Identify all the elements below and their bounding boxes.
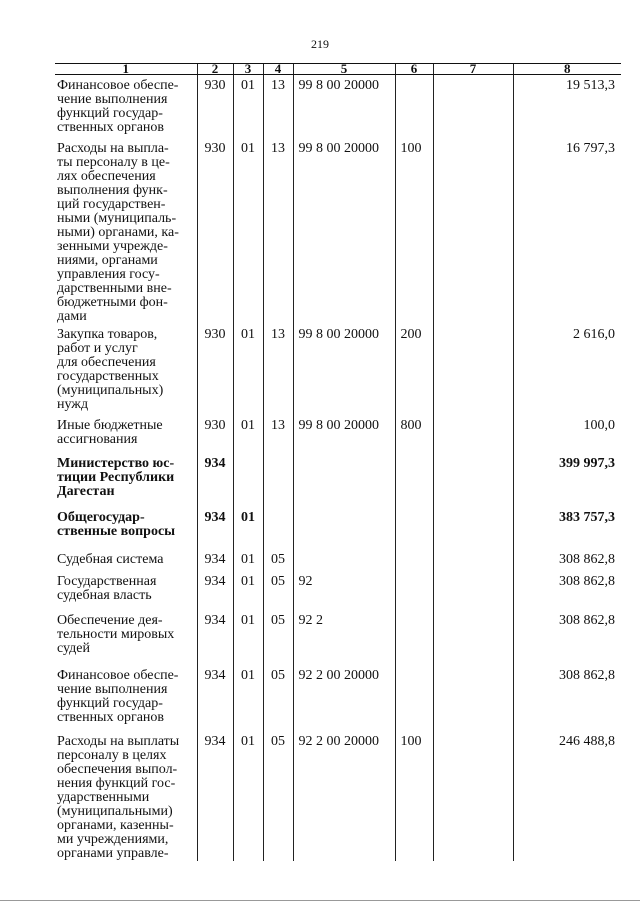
table-row <box>55 731 621 861</box>
table-row <box>55 549 621 571</box>
target-item-code-cell <box>293 549 395 571</box>
target-item-code-cell: 92 2 <box>293 610 395 665</box>
subsection-code-cell: 05 <box>263 731 293 861</box>
row-name-cell: Министерство юс- тиции Республики Дагестан <box>57 455 175 499</box>
target-item-code-cell <box>293 507 395 549</box>
column-header-1: 1 <box>55 64 197 75</box>
table-row <box>55 571 621 610</box>
column-7-cell <box>433 665 513 731</box>
section-code-cell: 01 <box>233 324 263 415</box>
ministry-code-cell: 934 <box>197 571 233 610</box>
amount-cell: 399 997,3 <box>513 453 621 507</box>
expense-type-code-cell <box>395 610 433 665</box>
ministry-code-cell: 930 <box>197 415 233 453</box>
column-header-5: 5 <box>293 64 395 75</box>
table-body <box>55 75 621 861</box>
column-header-8: 8 <box>513 64 621 75</box>
column-header-2: 2 <box>197 64 233 75</box>
expense-type-code-cell <box>395 75 433 138</box>
subsection-code-cell: 13 <box>263 324 293 415</box>
subsection-code-cell <box>263 507 293 549</box>
target-item-code-cell: 92 <box>293 571 395 610</box>
section-code-cell: 01 <box>233 665 263 731</box>
amount-cell: 19 513,3 <box>513 75 621 138</box>
column-header-6: 6 <box>395 64 433 75</box>
ministry-code-cell: 934 <box>197 453 233 507</box>
subsection-code-cell: 05 <box>263 665 293 731</box>
subsection-code-cell: 05 <box>263 549 293 571</box>
target-item-code-cell: 99 8 00 20000 <box>293 415 395 453</box>
section-code-cell: 01 <box>233 138 263 324</box>
row-name-cell: Расходы на выпла- ты персоналу в це- лях обеспечения выполнения функ- ций государствен- ными (муниципаль- ными) органами, ка- зенными учрежде- ниями, органами управления госу- дарственными вне- бюджетными фон- дами <box>57 140 179 324</box>
ministry-code-cell: 934 <box>197 665 233 731</box>
section-code-cell: 01 <box>233 731 263 861</box>
section-code-cell <box>233 453 263 507</box>
table-row <box>55 415 621 453</box>
table-row <box>55 610 621 665</box>
subsection-code-cell <box>263 453 293 507</box>
row-name-cell: Общегосудар- ственные вопросы <box>57 509 176 539</box>
subsection-code-cell: 13 <box>263 415 293 453</box>
amount-cell: 2 616,0 <box>513 324 621 415</box>
target-item-code-cell <box>293 453 395 507</box>
column-7-cell <box>433 453 513 507</box>
column-7-cell <box>433 415 513 453</box>
amount-cell: 16 797,3 <box>513 138 621 324</box>
column-header-3: 3 <box>233 64 263 75</box>
row-name-cell: Финансовое обеспе- чение выполнения функций государ- ственных органов <box>57 667 179 725</box>
ministry-code-cell: 934 <box>197 731 233 861</box>
amount-cell: 308 862,8 <box>513 665 621 731</box>
section-code-cell: 01 <box>233 415 263 453</box>
ministry-code-cell: 930 <box>197 138 233 324</box>
ministry-code-cell: 934 <box>197 507 233 549</box>
amount-cell: 246 488,8 <box>513 731 621 861</box>
amount-cell: 100,0 <box>513 415 621 453</box>
row-name-cell: Иные бюджетные ассигнования <box>57 417 163 447</box>
column-7-cell <box>433 507 513 549</box>
amount-cell: 383 757,3 <box>513 507 621 549</box>
target-item-code-cell: 99 8 00 20000 <box>293 75 395 138</box>
budget-table <box>55 63 621 861</box>
subsection-code-cell: 13 <box>263 138 293 324</box>
subsection-code-cell: 05 <box>263 571 293 610</box>
table-row <box>55 75 621 138</box>
target-item-code-cell: 92 2 00 20000 <box>293 731 395 861</box>
section-code-cell: 01 <box>233 610 263 665</box>
subsection-code-cell: 13 <box>263 75 293 138</box>
ministry-code-cell: 930 <box>197 75 233 138</box>
table-row <box>55 507 621 549</box>
column-7-cell <box>433 549 513 571</box>
expense-type-code-cell <box>395 507 433 549</box>
expense-type-code-cell: 100 <box>395 731 433 861</box>
amount-cell: 308 862,8 <box>513 610 621 665</box>
expense-type-code-cell <box>395 571 433 610</box>
section-code-cell: 01 <box>233 549 263 571</box>
ministry-code-cell: 934 <box>197 610 233 665</box>
column-7-cell <box>433 610 513 665</box>
column-7-cell <box>433 324 513 415</box>
expense-type-code-cell: 100 <box>395 138 433 324</box>
table-header-row <box>55 64 621 75</box>
column-7-cell <box>433 571 513 610</box>
row-name-cell: Обеспечение дея- тельности мировых судей <box>57 612 175 656</box>
column-header-4: 4 <box>263 64 293 75</box>
row-name-cell: Судебная система <box>57 551 164 567</box>
expense-type-code-cell <box>395 665 433 731</box>
column-7-cell <box>433 75 513 138</box>
target-item-code-cell: 92 2 00 20000 <box>293 665 395 731</box>
table-row <box>55 138 621 324</box>
amount-cell: 308 862,8 <box>513 571 621 610</box>
row-name-cell: Закупка товаров, работ и услуг для обеспечения государственных (муниципальных) нужд <box>57 326 164 412</box>
expense-type-code-cell: 800 <box>395 415 433 453</box>
row-name-cell: Финансовое обеспе- чение выполнения функций государ- ственных органов <box>57 78 179 135</box>
expense-type-code-cell <box>395 549 433 571</box>
target-item-code-cell: 99 8 00 20000 <box>293 324 395 415</box>
table-row <box>55 324 621 415</box>
row-name-cell: Государственная судебная власть <box>57 573 157 603</box>
amount-cell: 308 862,8 <box>513 549 621 571</box>
ministry-code-cell: 930 <box>197 324 233 415</box>
target-item-code-cell: 99 8 00 20000 <box>293 138 395 324</box>
section-code-cell: 01 <box>233 571 263 610</box>
column-header-7: 7 <box>433 64 513 75</box>
section-code-cell: 01 <box>233 75 263 138</box>
ministry-code-cell: 934 <box>197 549 233 571</box>
column-7-cell <box>433 138 513 324</box>
column-7-cell <box>433 731 513 861</box>
section-code-cell: 01 <box>233 507 263 549</box>
expense-type-code-cell: 200 <box>395 324 433 415</box>
page-number: 219 <box>311 37 329 51</box>
row-name-cell: Расходы на выплаты персоналу в целях обеспечения выпол- нения функций гос- ударственными (муниципальными) органами, казенны- ми учреждениями, органами управле- <box>57 733 180 861</box>
subsection-code-cell: 05 <box>263 610 293 665</box>
table-row <box>55 665 621 731</box>
page-bottom-edge <box>0 900 640 901</box>
expense-type-code-cell <box>395 453 433 507</box>
table-row <box>55 453 621 507</box>
